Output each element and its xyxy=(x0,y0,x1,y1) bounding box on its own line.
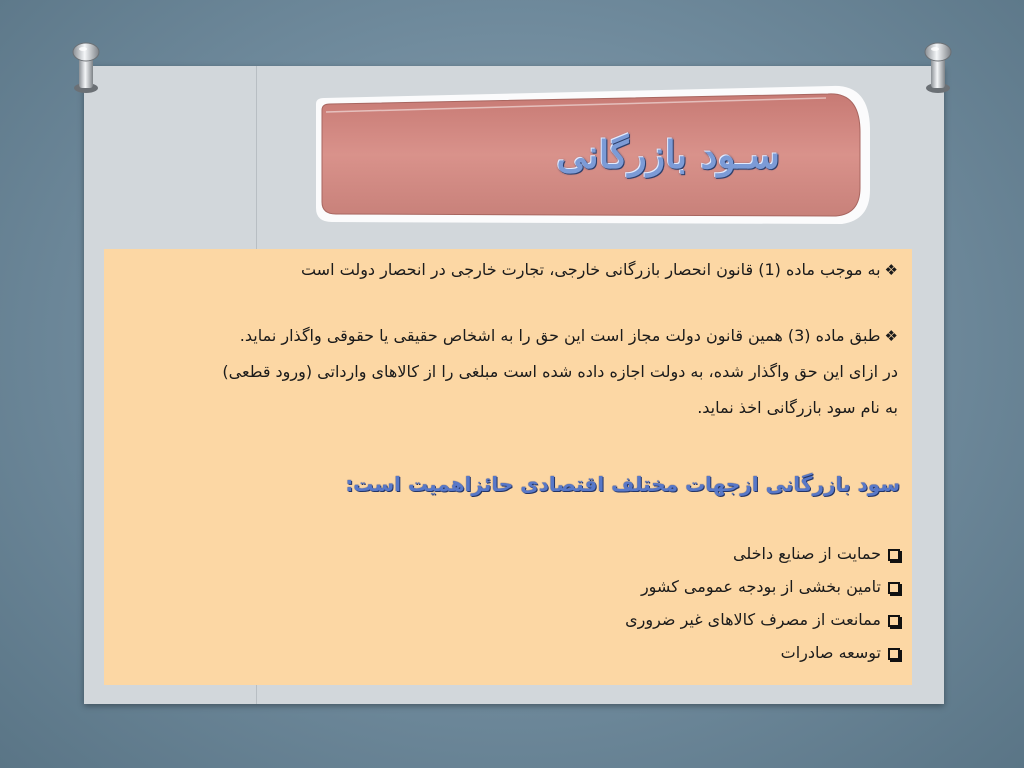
section-heading: سود بازرگانی ازجهات مختلف اقتصادی حائزاهمیت است: xyxy=(345,472,900,496)
checkbox-bullet-icon xyxy=(888,582,900,594)
paragraph-2-line-3: به نام سود بازرگانی اخذ نماید. xyxy=(697,398,898,417)
paragraph-2-line-1 xyxy=(118,318,898,354)
paragraph-2-line-1-text: طبق ماده (3) همین قانون دولت مجاز است این حق را به اشخاص حقیقی یا حقوقی واگذار نماید. xyxy=(239,326,881,345)
paragraph-1-text: به موجب ماده (1) قانون انحصار بازرگانی خارجی، تجارت خارجی در انحصار دولت است xyxy=(300,260,881,279)
diamond-bullet-icon: ❖ xyxy=(884,261,898,279)
checkbox-bullet-icon xyxy=(888,549,900,561)
paragraph-2-line-2: در ازای این حق واگذار شده، به دولت اجازه داده شده است مبلغی را از کالاهای وارداتی (ورود قطعی) xyxy=(222,362,898,381)
checkbox-bullet-icon xyxy=(888,615,900,627)
list-item xyxy=(300,537,900,570)
paragraph-2 xyxy=(118,318,898,426)
list-item xyxy=(300,603,900,636)
diamond-bullet-icon: ❖ xyxy=(884,327,898,345)
list-item xyxy=(300,570,900,603)
list-item-text: حمایت از صنایع داخلی xyxy=(733,544,881,563)
right-pushpin-icon xyxy=(924,40,952,96)
benefits-list xyxy=(300,537,900,669)
list-item-text: تامین بخشی از بودجه عمومی کشور xyxy=(640,577,881,596)
checkbox-bullet-icon xyxy=(888,648,900,660)
list-item xyxy=(300,636,900,669)
list-item-text: توسعه صادرات xyxy=(780,643,881,662)
left-pushpin-icon xyxy=(72,40,100,96)
slide-title: سـود بازرگانی xyxy=(556,132,780,177)
list-item-text: ممانعت از مصرف کالاهای غیر ضروری xyxy=(625,610,881,629)
paragraph-1 xyxy=(118,252,898,288)
